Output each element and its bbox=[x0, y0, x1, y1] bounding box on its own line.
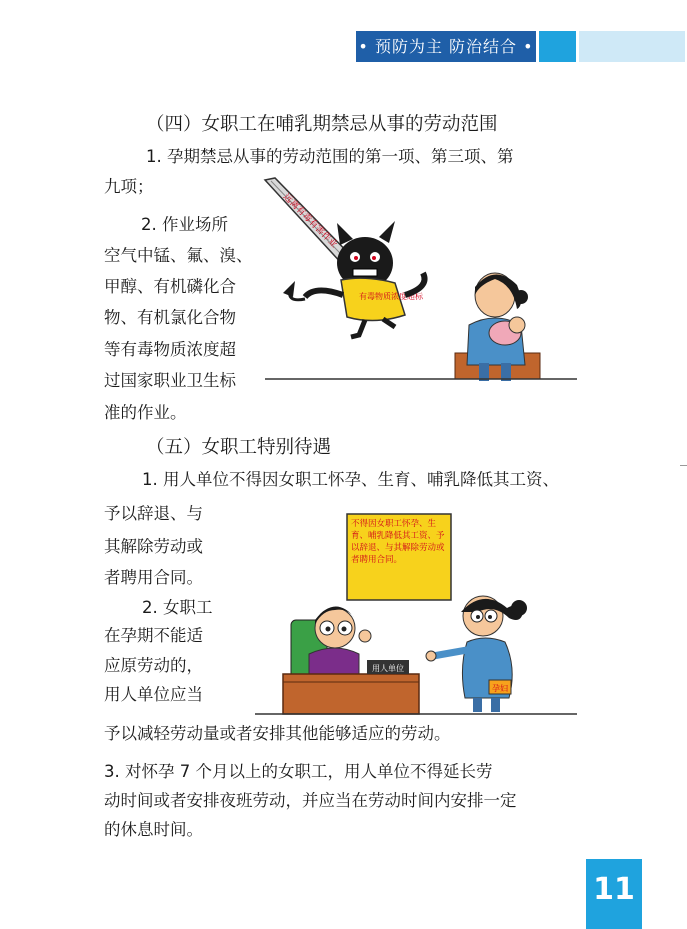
section5-line: 其解除劳动或 bbox=[104, 537, 203, 556]
header-title: • 预防为主 防治结合 • bbox=[356, 31, 536, 62]
section4-line: 九项； bbox=[104, 177, 154, 196]
page-number: 11 bbox=[586, 859, 642, 929]
section4-line: 准的作业。 bbox=[104, 403, 187, 422]
header-accent-block bbox=[539, 31, 576, 62]
pregnant-woman-figure bbox=[426, 596, 527, 712]
section5-line: 3. 对怀孕 7 个月以上的女职工，用人单位不得延长劳 bbox=[104, 762, 493, 781]
page-margin-mark bbox=[680, 465, 687, 466]
devil-figure bbox=[283, 221, 425, 337]
section4-line: 物、有机氯化合物 bbox=[104, 308, 236, 327]
svg-text:远离有毒有害作业: 远离有毒有害作业 bbox=[280, 192, 339, 251]
section5-line: 应原劳动的， bbox=[104, 656, 203, 675]
section5-line: 予以辞退、与 bbox=[104, 504, 203, 523]
section5-heading: （五）女职工特别待遇 bbox=[146, 437, 332, 458]
section4-line: 等有毒物质浓度超 bbox=[104, 340, 236, 359]
section4-line: 甲醇、有机磷化合 bbox=[104, 277, 236, 296]
folder-text: 孕妇 bbox=[492, 684, 508, 693]
nameplate-text: 用人单位 bbox=[372, 664, 404, 673]
section4-line: 2. 作业场所 bbox=[141, 215, 228, 234]
section4-line: 1. 孕期禁忌从事的劳动范围的第一项、第三项、第 bbox=[146, 147, 514, 166]
section5-line: 予以减轻劳动量或者安排其他能够适应的劳动。 bbox=[104, 724, 451, 743]
header-light-block bbox=[579, 31, 685, 62]
section5-line: 1. 用人单位不得因女职工怀孕、生育、哺乳降低其工资、 bbox=[142, 470, 559, 489]
toxic-devil-illustration bbox=[255, 175, 585, 385]
section5-line: 在孕期不能适 bbox=[104, 626, 203, 645]
mother-with-baby-figure bbox=[455, 273, 540, 381]
section5-line: 者聘用合同。 bbox=[104, 568, 203, 587]
section4-line: 过国家职业卫生标 bbox=[104, 371, 236, 390]
section5-line: 的休息时间。 bbox=[104, 820, 203, 839]
section4-heading: （四）女职工在哺乳期禁忌从事的劳动范围 bbox=[146, 114, 498, 135]
svg-text:有毒物质浓度超标: 有毒物质浓度超标 bbox=[359, 292, 423, 301]
office-illustration bbox=[255, 508, 585, 716]
section5-line: 动时间或者安排夜班劳动，并应当在劳动时间内安排一定 bbox=[104, 791, 517, 810]
notice-sign: 不得因女职工怀孕、生育、哺乳降低其工资、予以辞退、与其解除劳动或者聘用合同。 bbox=[347, 514, 451, 600]
section5-line: 用人单位应当 bbox=[104, 685, 203, 704]
section4-line: 空气中锰、氟、溴、 bbox=[104, 246, 253, 265]
section5-line: 2. 女职工 bbox=[142, 598, 213, 617]
boss-figure bbox=[291, 606, 371, 678]
